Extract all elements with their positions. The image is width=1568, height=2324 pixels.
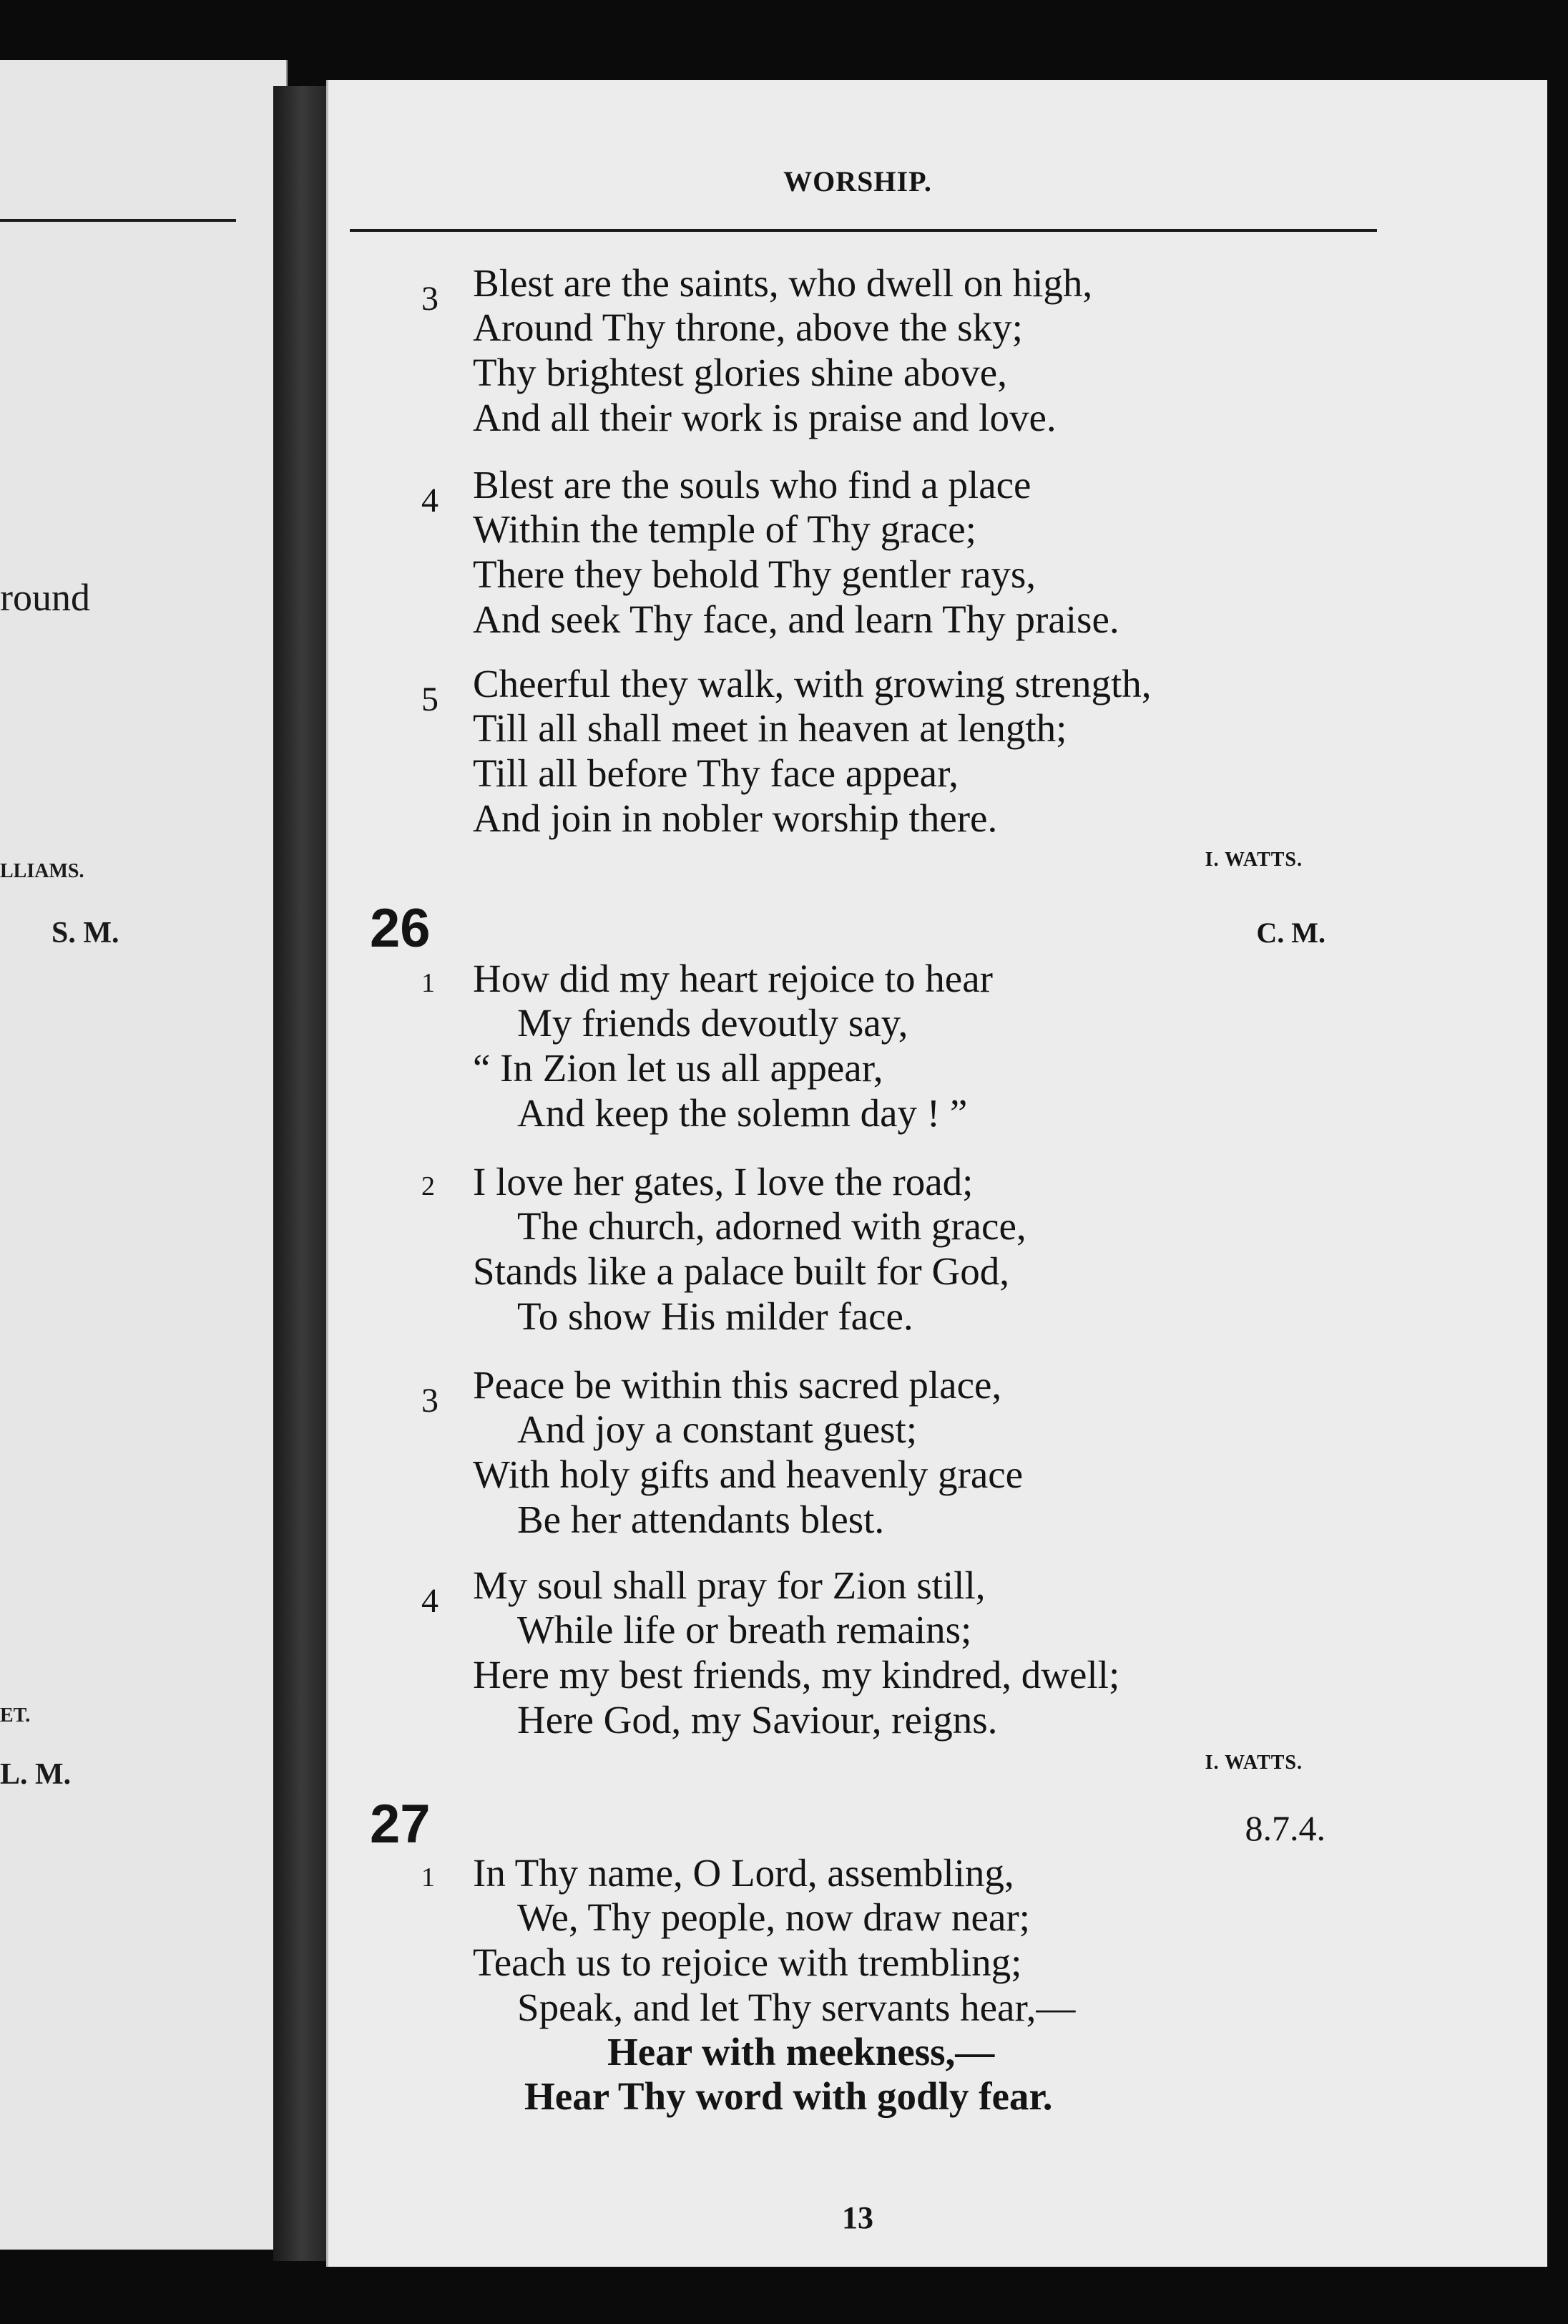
hymn-number: 27 xyxy=(370,1794,431,1855)
verse-line: Till all before Thy face appear, xyxy=(473,751,959,795)
left-fragment-meter-sm: S. M. xyxy=(52,917,119,949)
verse-line: There they behold Thy gentler rays, xyxy=(473,552,1037,596)
verse-line: While life or breath remains; xyxy=(517,1608,972,1651)
stanza-number: 4 xyxy=(421,1582,438,1620)
verse-line: Cheerful they walk, with growing strength, xyxy=(473,662,1152,706)
verse-line: Peace be within this sacred place, xyxy=(473,1363,1002,1407)
verse-line: Till all shall meet in heaven at length; xyxy=(473,706,1067,750)
verse-line: The church, adorned with grace, xyxy=(517,1204,1026,1248)
left-fragment-round: round xyxy=(0,576,90,619)
verse-line: And seek Thy face, and learn Thy praise. xyxy=(473,597,1119,641)
left-page xyxy=(0,60,288,2250)
stanza-number: 5 xyxy=(421,680,438,718)
verse-line: Speak, and let Thy servants hear,— xyxy=(517,1986,1076,2029)
stanza-number: 1 xyxy=(421,968,435,998)
hymn-meter: C. M. xyxy=(1256,917,1326,949)
verse-line: And joy a constant guest; xyxy=(517,1407,918,1451)
right-page xyxy=(326,80,1547,2267)
verse-line: In Thy name, O Lord, assembling, xyxy=(473,1851,1014,1895)
verse-line: How did my heart rejoice to hear xyxy=(473,957,993,1000)
verse-line: Here God, my Saviour, reigns. xyxy=(517,1698,998,1742)
left-fragment-meter-lm: L. M. xyxy=(0,1758,72,1791)
verse-line: Thy brightest glories shine above, xyxy=(473,351,1007,394)
verse-line: Here my best friends, my kindred, dwell; xyxy=(473,1653,1120,1696)
verse-line: I love her gates, I love the road; xyxy=(473,1160,974,1204)
verse-line: Be her attendants blest. xyxy=(517,1498,885,1541)
page-number: 13 xyxy=(842,2200,873,2235)
stanza-number: 2 xyxy=(421,1171,435,1201)
verse-line: Within the temple of Thy grace; xyxy=(473,507,976,551)
verse-line: And keep the solemn day ! ” xyxy=(517,1091,968,1135)
verse-line: We, Thy people, now draw near; xyxy=(517,1895,1030,1939)
verse-line: “ In Zion let us all appear, xyxy=(473,1046,883,1090)
verse-line: Stands like a palace built for God, xyxy=(473,1249,1009,1293)
verse-line: My soul shall pray for Zion still, xyxy=(473,1563,986,1607)
left-fragment-author: LLIAMS. xyxy=(0,860,84,882)
hymn-meter: 8.7.4. xyxy=(1245,1808,1326,1848)
verse-line: And all their work is praise and love. xyxy=(473,396,1057,439)
verse-line: Around Thy throne, above the sky; xyxy=(473,306,1023,349)
hymn-author: I. WATTS. xyxy=(1205,1752,1303,1774)
verse-line: To show His milder face. xyxy=(517,1294,913,1338)
running-head: WORSHIP. xyxy=(783,165,932,197)
left-page-rule xyxy=(0,219,236,222)
stanza-number: 4 xyxy=(421,482,438,519)
verse-line: With holy gifts and heavenly grace xyxy=(473,1452,1024,1496)
verse-line: Blest are the souls who find a place xyxy=(473,463,1032,507)
left-fragment-author-2: ET. xyxy=(0,1704,31,1727)
verse-line: Teach us to rejoice with trembling; xyxy=(473,1940,1022,1984)
hymn-author: I. WATTS. xyxy=(1205,849,1303,871)
verse-line: And join in nobler worship there. xyxy=(473,796,998,840)
verse-line: My friends devoutly say, xyxy=(517,1001,908,1045)
stanza-number: 1 xyxy=(421,1862,435,1893)
stanza-number: 3 xyxy=(421,280,438,318)
hymn-number: 26 xyxy=(370,898,431,959)
verse-line: Hear with meekness,— xyxy=(607,2030,995,2074)
head-rule xyxy=(350,229,1377,232)
verse-line: Blest are the saints, who dwell on high, xyxy=(473,261,1093,305)
stanza-number: 3 xyxy=(421,1382,438,1420)
verse-line: Hear Thy word with godly fear. xyxy=(524,2074,1053,2118)
